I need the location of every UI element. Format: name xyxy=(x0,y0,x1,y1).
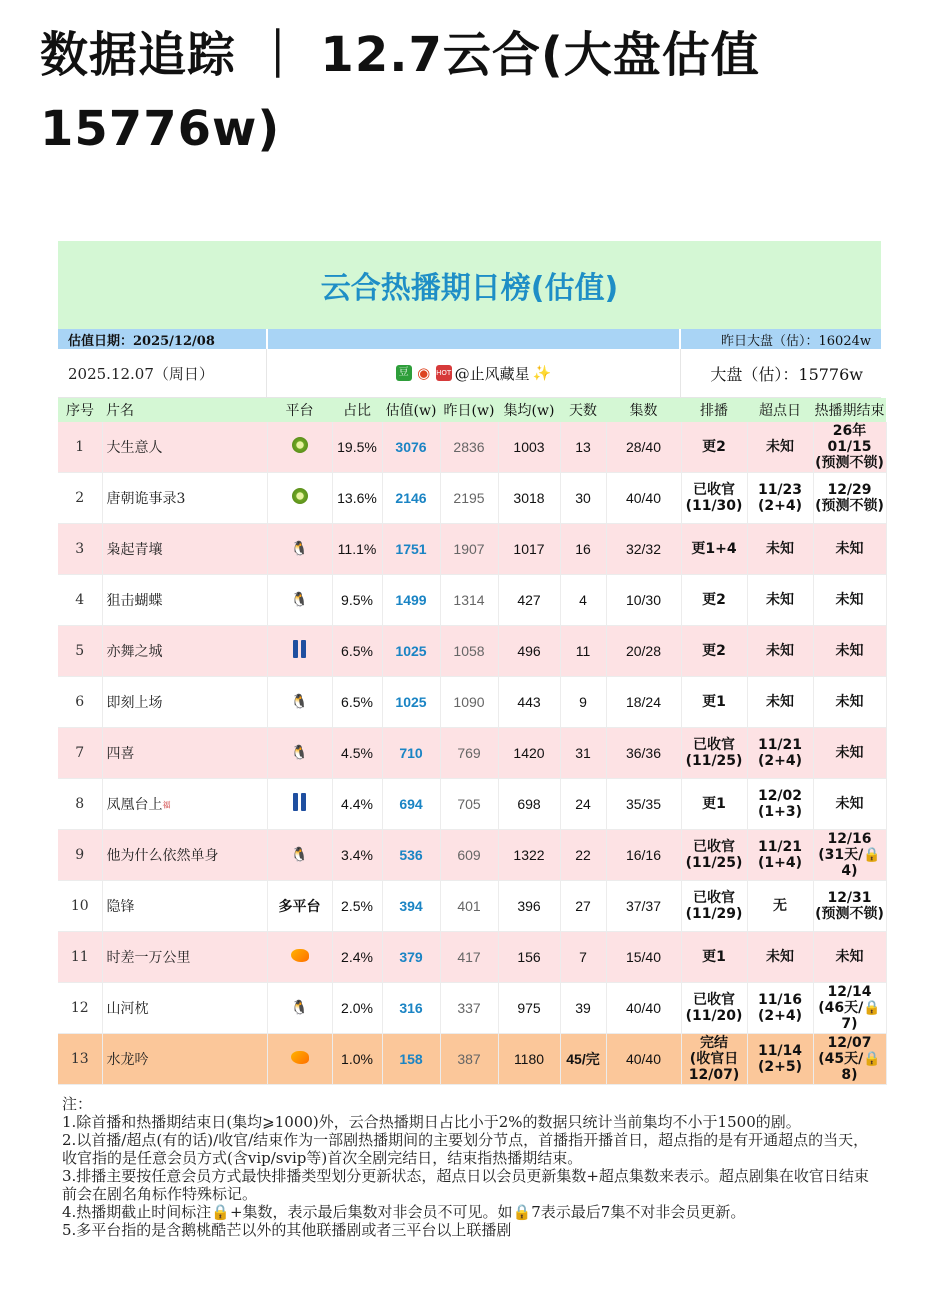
cell-title: 他为什么依然单身 xyxy=(102,830,267,881)
hot-icon: HOT xyxy=(436,365,452,381)
cell-value: 1025 xyxy=(382,626,440,677)
cell-schedule: 已收官 (11/25) xyxy=(681,728,747,779)
cell-schedule: 已收官 (11/29) xyxy=(681,881,747,932)
cell-rank: 8 xyxy=(58,779,102,830)
table-row xyxy=(58,422,886,473)
info-spacer xyxy=(266,329,681,349)
notes-heading: 注： xyxy=(62,1095,93,1113)
cell-schedule: 更1+4 xyxy=(681,524,747,575)
cell-episodes: 20/28 xyxy=(606,626,681,677)
notes xyxy=(58,1085,881,1249)
cell-episodes: 37/37 xyxy=(606,881,681,932)
headline: 数据追踪 ｜ 12.7云合(大盘估值15776w) xyxy=(40,27,760,157)
ranking-board xyxy=(58,241,885,1249)
note-item: 3.排播主要按任意会员方式最快排播类型划分更新状态，超点日以会员更新集数+超点集数来表示。超点剧集在收官日结束前会在剧名角标作特殊标记。 xyxy=(62,1167,869,1203)
cell-share: 3.4% xyxy=(332,830,382,881)
cell-breakout: 未知 xyxy=(747,524,813,575)
cell-avg: 698 xyxy=(498,779,560,830)
cell-breakout: 未知 xyxy=(747,932,813,983)
board-title: 云合热播期日榜(估值) xyxy=(58,241,881,329)
cell-breakout: 未知 xyxy=(747,575,813,626)
cell-platform xyxy=(267,779,332,830)
cell-title: 大生意人 xyxy=(102,422,267,473)
cell-end: 未知 xyxy=(813,677,886,728)
note-item: 4.热播期截止时间标注🔒+集数，表示最后集数对非会员不可见。如🔒7表示最后7集不对非会员更新。 xyxy=(62,1203,746,1221)
cell-days: 45/完 xyxy=(560,1034,606,1085)
cell-schedule: 更1 xyxy=(681,677,747,728)
cell-days: 27 xyxy=(560,881,606,932)
cell-share: 9.5% xyxy=(332,575,382,626)
tencent-icon: 🐧 xyxy=(290,541,309,557)
cell-share: 6.5% xyxy=(332,677,382,728)
cell-yesterday: 1907 xyxy=(440,524,498,575)
header-col-days: 天数 xyxy=(560,398,606,422)
cell-days: 22 xyxy=(560,830,606,881)
cell-days: 11 xyxy=(560,626,606,677)
cell-episodes: 16/16 xyxy=(606,830,681,881)
cell-breakout: 11/23 (2+4) xyxy=(747,473,813,524)
cell-avg: 156 xyxy=(498,932,560,983)
cell-platform xyxy=(267,830,332,881)
cell-rank: 4 xyxy=(58,575,102,626)
cell-avg: 396 xyxy=(498,881,560,932)
title-mark: 福 xyxy=(162,800,171,810)
cell-yesterday: 2836 xyxy=(440,422,498,473)
cell-yesterday: 1314 xyxy=(440,575,498,626)
cell-title: 即刻上场 xyxy=(102,677,267,728)
cell-platform xyxy=(267,626,332,677)
cell-breakout: 11/14 (2+5) xyxy=(747,1034,813,1085)
cell-share: 6.5% xyxy=(332,626,382,677)
header-col-episodes: 集数 xyxy=(606,398,681,422)
cell-value: 379 xyxy=(382,932,440,983)
cell-breakout: 未知 xyxy=(747,677,813,728)
cell-value: 536 xyxy=(382,830,440,881)
cell-schedule: 已收官 (11/30) xyxy=(681,473,747,524)
cell-value: 394 xyxy=(382,881,440,932)
table-row xyxy=(58,779,886,830)
cell-episodes: 10/30 xyxy=(606,575,681,626)
cell-schedule: 已收官 (11/25) xyxy=(681,830,747,881)
cell-title: 枭起青壤 xyxy=(102,524,267,575)
cell-end: 12/14 (46天/🔒7) xyxy=(813,983,886,1034)
tencent-icon: 🐧 xyxy=(290,847,309,863)
cell-schedule: 已收官 (11/20) xyxy=(681,983,747,1034)
table-row xyxy=(58,932,886,983)
cell-title: 时差一万公里 xyxy=(102,932,267,983)
cell-share: 11.1% xyxy=(332,524,382,575)
cell-end: 12/29 (预测不锁) xyxy=(813,473,886,524)
estimate-date: 估值日期：2025/12/08 xyxy=(68,333,215,349)
cell-episodes: 18/24 xyxy=(606,677,681,728)
table-row xyxy=(58,473,886,524)
cell-episodes: 35/35 xyxy=(606,779,681,830)
note-item: 5.多平台指的是含鹅桃酷芒以外的其他联播剧或者三平台以上联播剧 xyxy=(62,1221,512,1239)
table-row xyxy=(58,830,886,881)
header-col-avg: 集均(w) xyxy=(498,398,560,422)
cell-rank: 5 xyxy=(58,626,102,677)
cell-avg: 3018 xyxy=(498,473,560,524)
cell-end: 26年01/15 (预测不锁) xyxy=(813,422,886,473)
header-col-end: 热播期结束 xyxy=(813,398,886,422)
yesterday-total: 昨日大盘（估）：16024w xyxy=(721,333,871,349)
table-row xyxy=(58,677,886,728)
cell-yesterday: 337 xyxy=(440,983,498,1034)
cell-end: 12/16 (31天/🔒4) xyxy=(813,830,886,881)
cell-yesterday: 401 xyxy=(440,881,498,932)
cell-value: 1025 xyxy=(382,677,440,728)
cell-title: 隐锋 xyxy=(102,881,267,932)
cell-yesterday: 705 xyxy=(440,779,498,830)
today-total: 大盘（估）：15776w xyxy=(710,364,863,384)
cell-yesterday: 609 xyxy=(440,830,498,881)
table-header xyxy=(58,398,886,422)
cell-end: 12/31 (预测不锁) xyxy=(813,881,886,932)
cell-value: 316 xyxy=(382,983,440,1034)
cell-share: 4.5% xyxy=(332,728,382,779)
note-item: 2.以首播/超点(有的话)/收官/结束作为一部剧热播期间的主要划分节点，首播指开播首日，超点指的是有开通超点的当天，收官指的是任意会员方式(含vip/svip等)首次全剧完结日，结束指热播期结束。 xyxy=(62,1131,869,1167)
cell-rank: 10 xyxy=(58,881,102,932)
cell-rank: 3 xyxy=(58,524,102,575)
header-col-yesterday: 昨日(w) xyxy=(440,398,498,422)
cell-schedule: 更1 xyxy=(681,779,747,830)
iqiyi-icon xyxy=(292,488,308,504)
cell-schedule: 更2 xyxy=(681,575,747,626)
cell-value: 3076 xyxy=(382,422,440,473)
table-row xyxy=(58,881,886,932)
cell-schedule: 更1 xyxy=(681,932,747,983)
mango-icon xyxy=(291,949,309,962)
cell-end: 未知 xyxy=(813,626,886,677)
info-row-bottom xyxy=(58,349,881,398)
cell-title: 山河枕 xyxy=(102,983,267,1034)
cell-episodes: 32/32 xyxy=(606,524,681,575)
cell-platform xyxy=(267,1034,332,1085)
multi-platform-label: 多平台 xyxy=(278,899,321,915)
cell-yesterday: 1090 xyxy=(440,677,498,728)
cell-avg: 443 xyxy=(498,677,560,728)
cell-breakout: 11/16 (2+4) xyxy=(747,983,813,1034)
cell-platform xyxy=(267,881,332,932)
header-col-no: 序号 xyxy=(58,398,102,422)
cell-avg: 1180 xyxy=(498,1034,560,1085)
cell-rank: 2 xyxy=(58,473,102,524)
cell-share: 2.5% xyxy=(332,881,382,932)
cell-share: 19.5% xyxy=(332,422,382,473)
table-row xyxy=(58,626,886,677)
header-col-platform: 平台 xyxy=(267,398,332,422)
sparkle-icon: ✨ xyxy=(532,364,552,382)
youku-icon xyxy=(293,640,306,658)
cell-value: 1499 xyxy=(382,575,440,626)
cell-episodes: 40/40 xyxy=(606,473,681,524)
cell-platform xyxy=(267,524,332,575)
cell-avg: 1322 xyxy=(498,830,560,881)
youku-icon xyxy=(293,793,306,811)
cell-avg: 427 xyxy=(498,575,560,626)
cell-value: 694 xyxy=(382,779,440,830)
author-name: @止风藏星 xyxy=(454,364,530,383)
cell-breakout: 11/21 (1+4) xyxy=(747,830,813,881)
cell-yesterday: 2195 xyxy=(440,473,498,524)
cell-avg: 1017 xyxy=(498,524,560,575)
cell-title: 四喜 xyxy=(102,728,267,779)
cell-days: 7 xyxy=(560,932,606,983)
cell-yesterday: 417 xyxy=(440,932,498,983)
cell-breakout: 未知 xyxy=(747,626,813,677)
cell-days: 4 xyxy=(560,575,606,626)
author-credit xyxy=(266,349,681,397)
cell-value: 710 xyxy=(382,728,440,779)
cell-share: 4.4% xyxy=(332,779,382,830)
cell-days: 9 xyxy=(560,677,606,728)
cell-title: 亦舞之城 xyxy=(102,626,267,677)
data-date: 2025.12.07（周日） xyxy=(68,364,214,383)
tencent-icon: 🐧 xyxy=(290,1000,309,1016)
info-row-top xyxy=(58,329,881,349)
cell-end: 未知 xyxy=(813,932,886,983)
cell-end: 未知 xyxy=(813,779,886,830)
tencent-icon: 🐧 xyxy=(290,745,309,761)
cell-value: 1751 xyxy=(382,524,440,575)
weibo-icon: ◉ xyxy=(415,365,433,381)
header-col-schedule: 排播 xyxy=(681,398,747,422)
table-row xyxy=(58,575,886,626)
iqiyi-icon xyxy=(292,437,308,453)
cell-days: 24 xyxy=(560,779,606,830)
cell-title: 唐朝诡事录3 xyxy=(102,473,267,524)
cell-breakout: 12/02 (1+3) xyxy=(747,779,813,830)
cell-avg: 496 xyxy=(498,626,560,677)
cell-episodes: 36/36 xyxy=(606,728,681,779)
cell-platform xyxy=(267,677,332,728)
header-col-title: 片名 xyxy=(102,398,267,422)
header-col-breakout: 超点日 xyxy=(747,398,813,422)
table-row xyxy=(58,728,886,779)
ranking-table xyxy=(58,398,887,1085)
cell-rank: 12 xyxy=(58,983,102,1034)
cell-days: 30 xyxy=(560,473,606,524)
note-item: 1.除首播和热播期结束日(集均⩾1000)外，云合热播期日占比小于2%的数据只统计当前集均不小于1500的剧。 xyxy=(62,1113,801,1131)
cell-episodes: 40/40 xyxy=(606,983,681,1034)
cell-yesterday: 769 xyxy=(440,728,498,779)
mango-icon xyxy=(291,1051,309,1064)
table-row xyxy=(58,1034,886,1085)
cell-days: 16 xyxy=(560,524,606,575)
cell-breakout: 未知 xyxy=(747,422,813,473)
cell-rank: 1 xyxy=(58,422,102,473)
cell-avg: 1003 xyxy=(498,422,560,473)
cell-share: 13.6% xyxy=(332,473,382,524)
cell-end: 未知 xyxy=(813,728,886,779)
cell-rank: 11 xyxy=(58,932,102,983)
cell-title: 凤凰台上福 xyxy=(102,779,267,830)
cell-title: 狙击蝴蝶 xyxy=(102,575,267,626)
cell-yesterday: 1058 xyxy=(440,626,498,677)
douban-icon: 豆 xyxy=(396,365,412,381)
cell-platform xyxy=(267,728,332,779)
cell-platform xyxy=(267,422,332,473)
cell-rank: 6 xyxy=(58,677,102,728)
cell-share: 2.0% xyxy=(332,983,382,1034)
header-col-value: 估值(w) xyxy=(382,398,440,422)
cell-platform xyxy=(267,983,332,1034)
cell-title: 水龙吟 xyxy=(102,1034,267,1085)
cell-schedule: 完结 (收官日 12/07) xyxy=(681,1034,747,1085)
header-col-share: 占比 xyxy=(332,398,382,422)
cell-yesterday: 387 xyxy=(440,1034,498,1085)
cell-end: 12/07 (45天/🔒8) xyxy=(813,1034,886,1085)
cell-breakout: 无 xyxy=(747,881,813,932)
cell-days: 13 xyxy=(560,422,606,473)
tencent-icon: 🐧 xyxy=(290,592,309,608)
cell-end: 未知 xyxy=(813,575,886,626)
cell-episodes: 28/40 xyxy=(606,422,681,473)
cell-end: 未知 xyxy=(813,524,886,575)
cell-value: 2146 xyxy=(382,473,440,524)
cell-breakout: 11/21 (2+4) xyxy=(747,728,813,779)
cell-episodes: 15/40 xyxy=(606,932,681,983)
table-row xyxy=(58,983,886,1034)
cell-avg: 1420 xyxy=(498,728,560,779)
cell-episodes: 40/40 xyxy=(606,1034,681,1085)
cell-value: 158 xyxy=(382,1034,440,1085)
cell-days: 39 xyxy=(560,983,606,1034)
tencent-icon: 🐧 xyxy=(290,694,309,710)
cell-platform xyxy=(267,473,332,524)
cell-rank: 9 xyxy=(58,830,102,881)
cell-rank: 13 xyxy=(58,1034,102,1085)
cell-platform xyxy=(267,932,332,983)
cell-days: 31 xyxy=(560,728,606,779)
table-row xyxy=(58,524,886,575)
cell-platform xyxy=(267,575,332,626)
cell-share: 2.4% xyxy=(332,932,382,983)
cell-share: 1.0% xyxy=(332,1034,382,1085)
cell-rank: 7 xyxy=(58,728,102,779)
cell-avg: 975 xyxy=(498,983,560,1034)
cell-schedule: 更2 xyxy=(681,422,747,473)
cell-schedule: 更2 xyxy=(681,626,747,677)
